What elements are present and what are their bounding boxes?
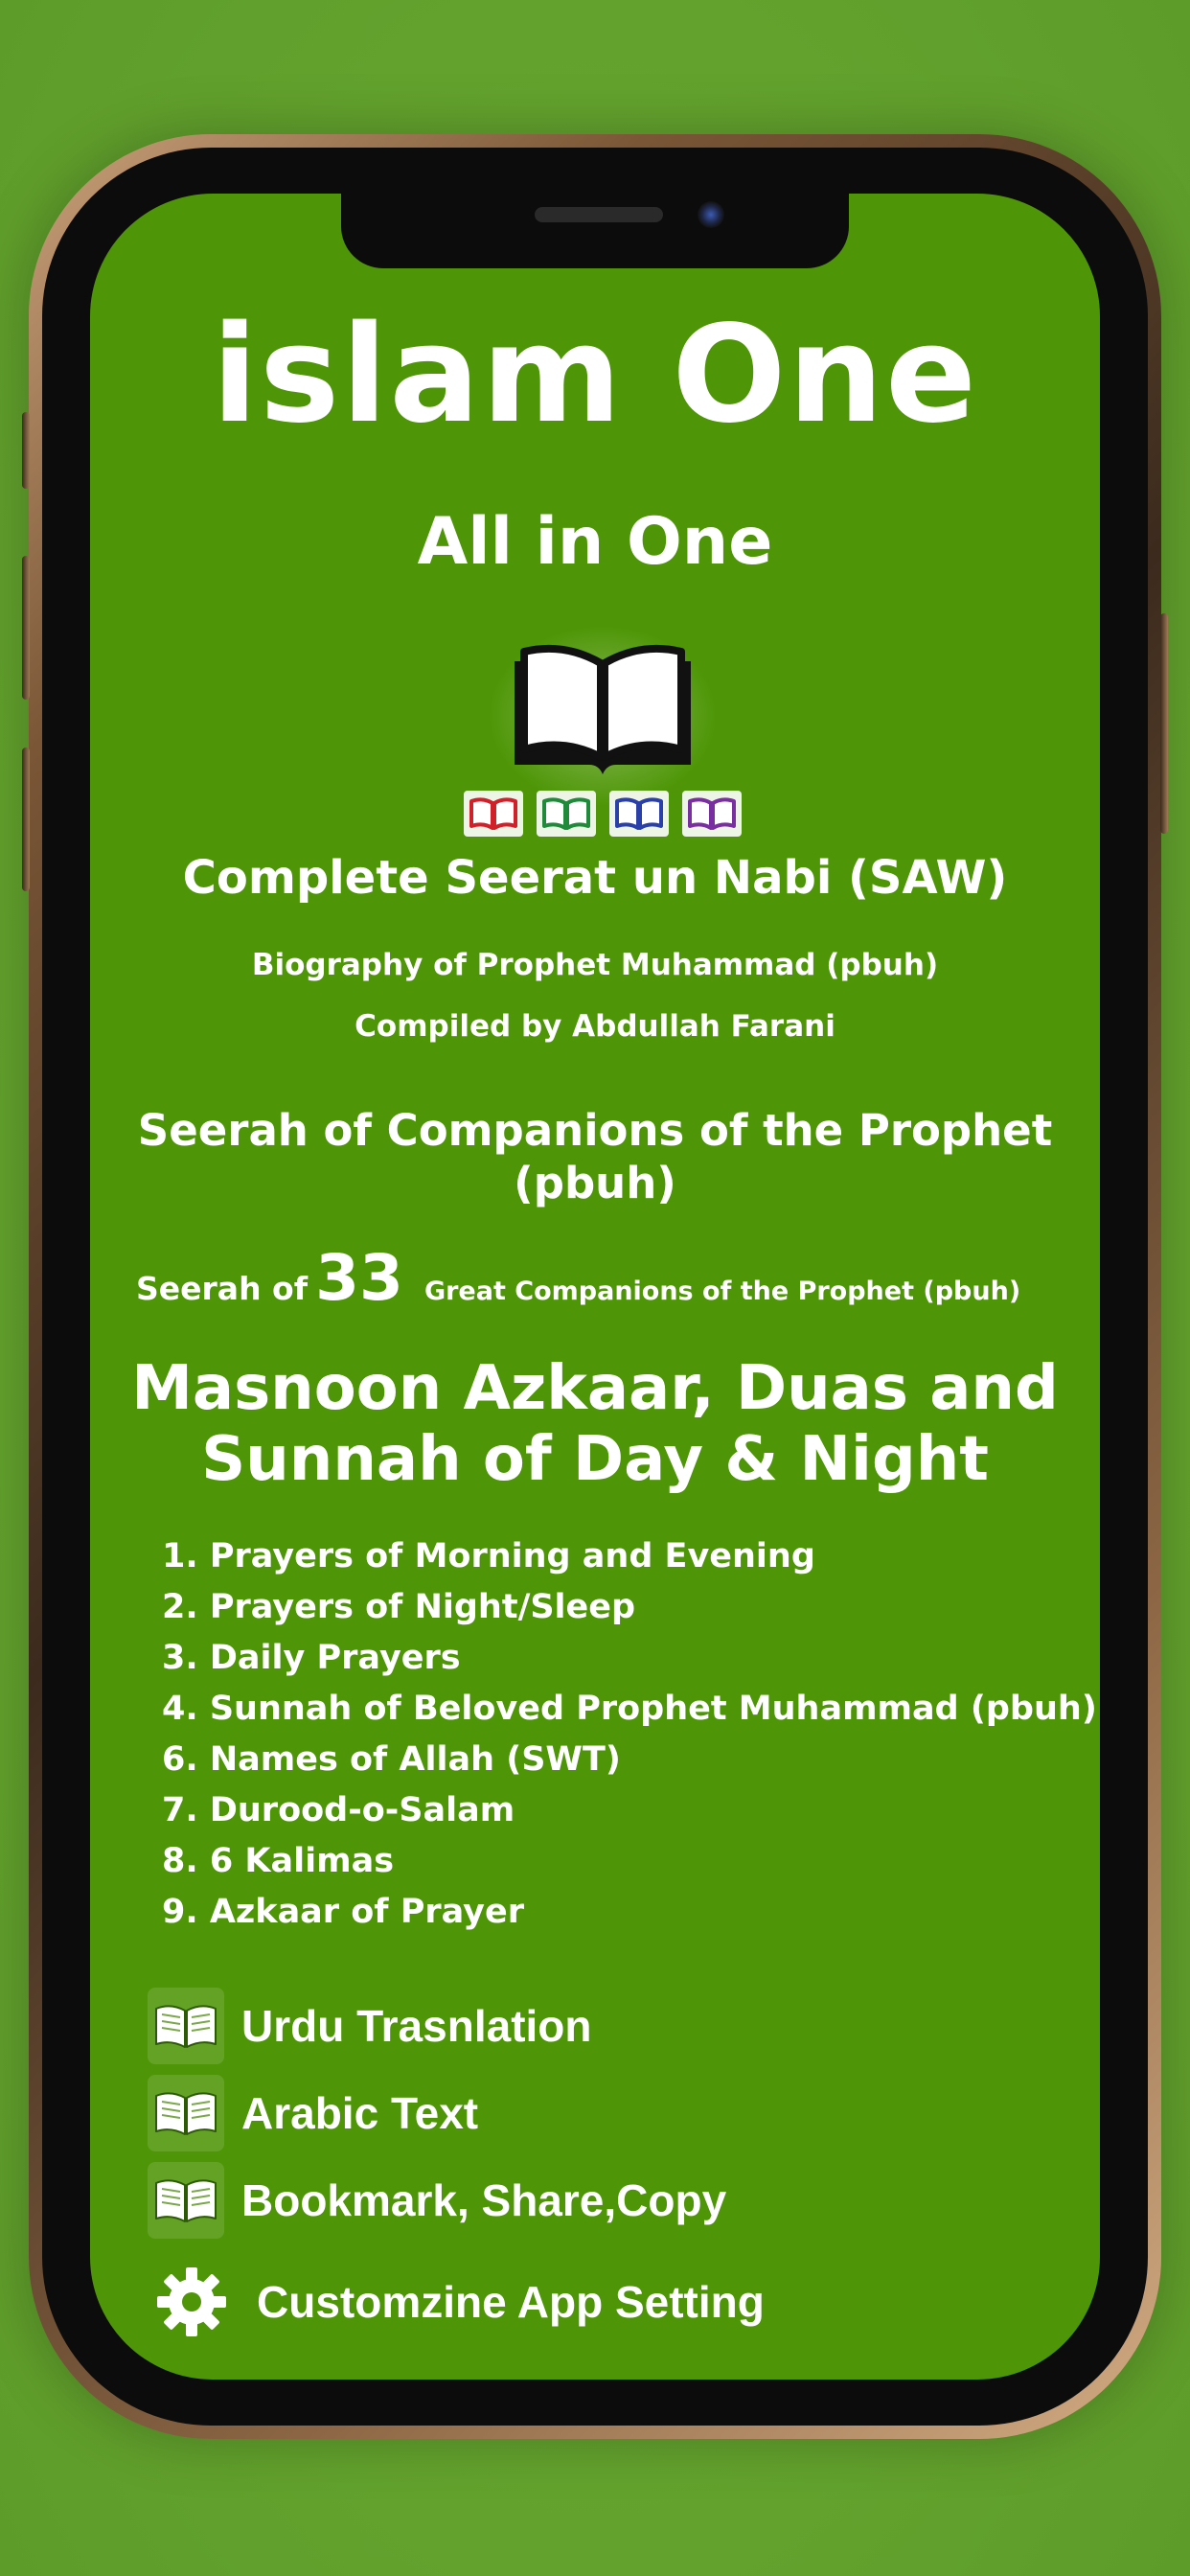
feature-settings-label: Customzine App Setting xyxy=(257,2277,765,2327)
feature-bookmark-share-copy xyxy=(148,2162,726,2239)
promo-content xyxy=(90,194,1100,2380)
green-book-icon xyxy=(537,791,596,837)
feature-arabic-text xyxy=(148,2075,478,2151)
app-screen xyxy=(90,194,1100,2380)
companions-heading-line2: (pbuh) xyxy=(514,1158,676,1208)
azkaar-list xyxy=(162,1531,1097,1938)
azkaar-heading-line2: Sunnah of Day & Night xyxy=(201,1424,989,1495)
azkaar-heading xyxy=(90,1353,1100,1495)
seerat-heading: Complete Seerat un Nabi (SAW) xyxy=(182,851,1008,905)
azkaar-heading-line1: Masnoon Azkaar, Duas and xyxy=(131,1353,1059,1424)
phone-screen-area xyxy=(29,134,1161,2439)
feature-urdu-translation xyxy=(148,1988,591,2064)
list-item: 1. Prayers of Morning and Evening xyxy=(162,1537,815,1576)
blue-book-icon xyxy=(609,791,669,837)
companions-count-line xyxy=(136,1241,1020,1315)
side-button-power xyxy=(1160,613,1168,834)
list-item: 8. 6 Kalimas xyxy=(162,1842,395,1880)
feature-urdu-label: Urdu Trasnlation xyxy=(241,2001,592,2051)
purple-book-icon xyxy=(682,791,742,837)
feature-bookmark-label: Bookmark, Share,Copy xyxy=(241,2175,727,2225)
app-title: islam One xyxy=(211,297,979,453)
companions-prefix: Seerah of xyxy=(136,1270,309,1307)
red-book-icon xyxy=(464,791,523,837)
open-book-icon xyxy=(148,2075,224,2151)
feature-arabic-label: Arabic Text xyxy=(241,2088,479,2138)
open-book-icon xyxy=(507,642,698,786)
list-item: 7. Durood-o-Salam xyxy=(162,1791,515,1829)
seerat-biography-line: Biography of Prophet Muhammad (pbuh) xyxy=(251,948,939,982)
list-item: 6. Names of Allah (SWT) xyxy=(162,1740,621,1779)
list-item: 3. Daily Prayers xyxy=(162,1639,461,1677)
gear-icon xyxy=(153,2264,230,2340)
open-book-icon xyxy=(148,1988,224,2064)
companions-number: 33 xyxy=(315,1241,403,1315)
seerat-compiled-line: Compiled by Abdullah Farani xyxy=(355,1009,835,1044)
list-item: 2. Prayers of Night/Sleep xyxy=(162,1588,636,1626)
list-item: 9. Azkaar of Prayer xyxy=(162,1893,524,1931)
app-subtitle: All in One xyxy=(417,504,773,580)
companions-suffix: Great Companions of the Prophet (pbuh) xyxy=(423,1276,1021,1306)
list-item: 4. Sunnah of Beloved Prophet Muhammad (pbuh) xyxy=(162,1690,1097,1728)
book-series-icons xyxy=(464,791,742,837)
feature-app-settings xyxy=(153,2264,765,2340)
open-book-icon xyxy=(148,2162,224,2239)
companions-heading-line1: Seerah of Companions of the Prophet xyxy=(137,1105,1053,1156)
